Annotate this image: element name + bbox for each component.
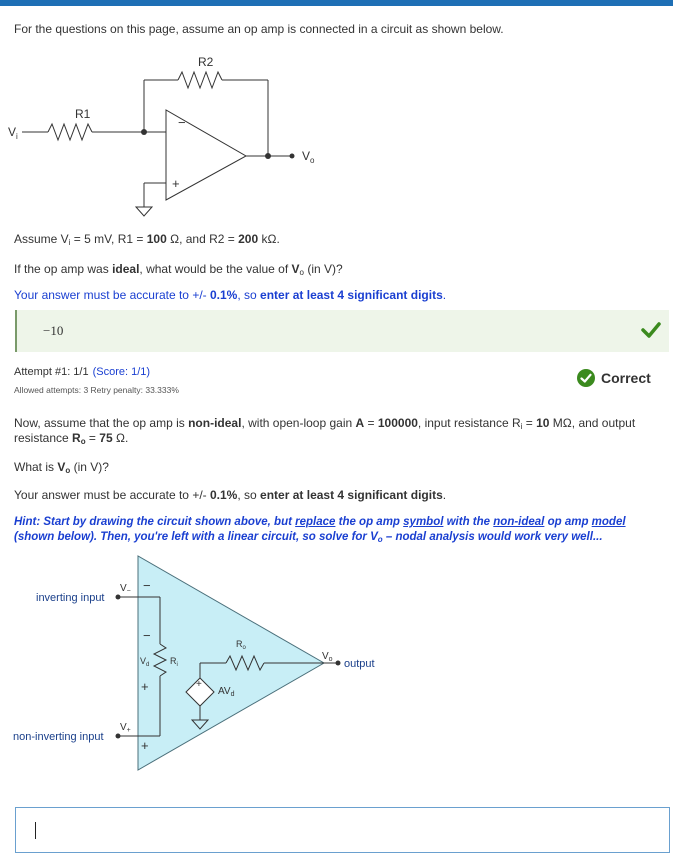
q2-accuracy-note: Your answer must be accurate to +/- 0.1%, so enter at least 4 significant digits. bbox=[14, 488, 447, 502]
non-ideal-link[interactable]: non-ideal bbox=[493, 516, 545, 528]
model-link[interactable]: model bbox=[591, 516, 626, 528]
inverting-input-label: inverting input bbox=[36, 592, 105, 604]
q1-answer-value: −10 bbox=[43, 323, 64, 338]
hint-text: Hint: Start by drawing the circuit shown above, but replace the op amp symbol with the non-ideal op amp model (shown below). Then, you're left with a linear circuit, so solve for $V_o$ – nodal analysis would work very well... bbox=[14, 516, 626, 544]
noninverting-input-label: non-inverting input bbox=[13, 731, 104, 743]
intro-text: For the questions on this page, assume an op amp is connected in a circuit as shown below. bbox=[14, 22, 504, 36]
vd-label: $V_d$ bbox=[140, 656, 150, 668]
inverting-amp-circuit bbox=[0, 44, 340, 224]
replace-link[interactable]: replace bbox=[295, 516, 336, 528]
output-label: output bbox=[344, 658, 375, 670]
q2-question: What is $V_o$ (in V)? bbox=[14, 460, 109, 475]
correct-label: Correct bbox=[601, 370, 651, 386]
ri-label: $R_i$ bbox=[170, 656, 178, 668]
ro-label: $R_o$ bbox=[236, 639, 246, 651]
source-plus-sign: + bbox=[196, 679, 202, 690]
output-terminal bbox=[336, 661, 341, 666]
vo-label: $V_o$ bbox=[302, 149, 315, 165]
vplus-label: $V_+$ bbox=[120, 722, 131, 734]
output-terminal bbox=[290, 154, 295, 159]
correct-badge bbox=[577, 369, 651, 387]
q2-line2: resistance $R_o = 75$ Ω. bbox=[14, 431, 129, 446]
q2-answer-input[interactable] bbox=[15, 807, 670, 853]
vd-plus-sign: + bbox=[141, 679, 149, 694]
vi-label: $V_i$ bbox=[8, 125, 18, 141]
q1-accuracy-note: Your answer must be accurate to +/- 0.1%, so enter at least 4 significant digits. bbox=[14, 288, 447, 302]
text-caret bbox=[35, 822, 36, 839]
nonideal-opamp-model bbox=[0, 550, 420, 780]
symbol-link[interactable]: symbol bbox=[403, 516, 444, 528]
avd-label: $AV_d$ bbox=[218, 686, 235, 698]
q1-question: If the op amp was ideal, what would be the value of $V_o$ (in V)? bbox=[14, 262, 343, 277]
q1-assumptions: Assume $V_i = 5$ mV, R1 = 100 Ω, and R2 = 200 kΩ. bbox=[14, 232, 280, 247]
attempt-info: Attempt #1: 1/1 (Score: 1/1) bbox=[14, 366, 151, 378]
vminus-label: $V_-$ bbox=[120, 583, 131, 595]
r1-label: R1 bbox=[75, 107, 91, 121]
checkmark-icon bbox=[641, 321, 661, 339]
node-dot bbox=[141, 129, 147, 135]
vd-minus-sign: − bbox=[143, 628, 151, 643]
r2-label: R2 bbox=[198, 55, 214, 69]
q1-answer-box[interactable] bbox=[15, 310, 669, 352]
check-circle-icon bbox=[577, 369, 595, 387]
q2-line1: Now, assume that the op amp is non-ideal, with open-loop gain A = 100000, input resistance $R_i = 10$ MΩ, and output bbox=[14, 416, 636, 431]
inverting-input-terminal bbox=[116, 595, 121, 600]
allowed-attempts: Allowed attempts: 3 Retry penalty: 33.333% bbox=[14, 385, 179, 395]
triangle-plus-sign: + bbox=[141, 738, 149, 753]
vo-label: $V_o$ bbox=[322, 651, 333, 663]
triangle-minus-sign: − bbox=[143, 578, 151, 593]
node-dot bbox=[265, 153, 271, 159]
noninverting-sign: + bbox=[172, 176, 180, 191]
top-accent-bar bbox=[0, 0, 673, 6]
inverting-sign: − bbox=[178, 115, 186, 130]
noninverting-input-terminal bbox=[116, 734, 121, 739]
